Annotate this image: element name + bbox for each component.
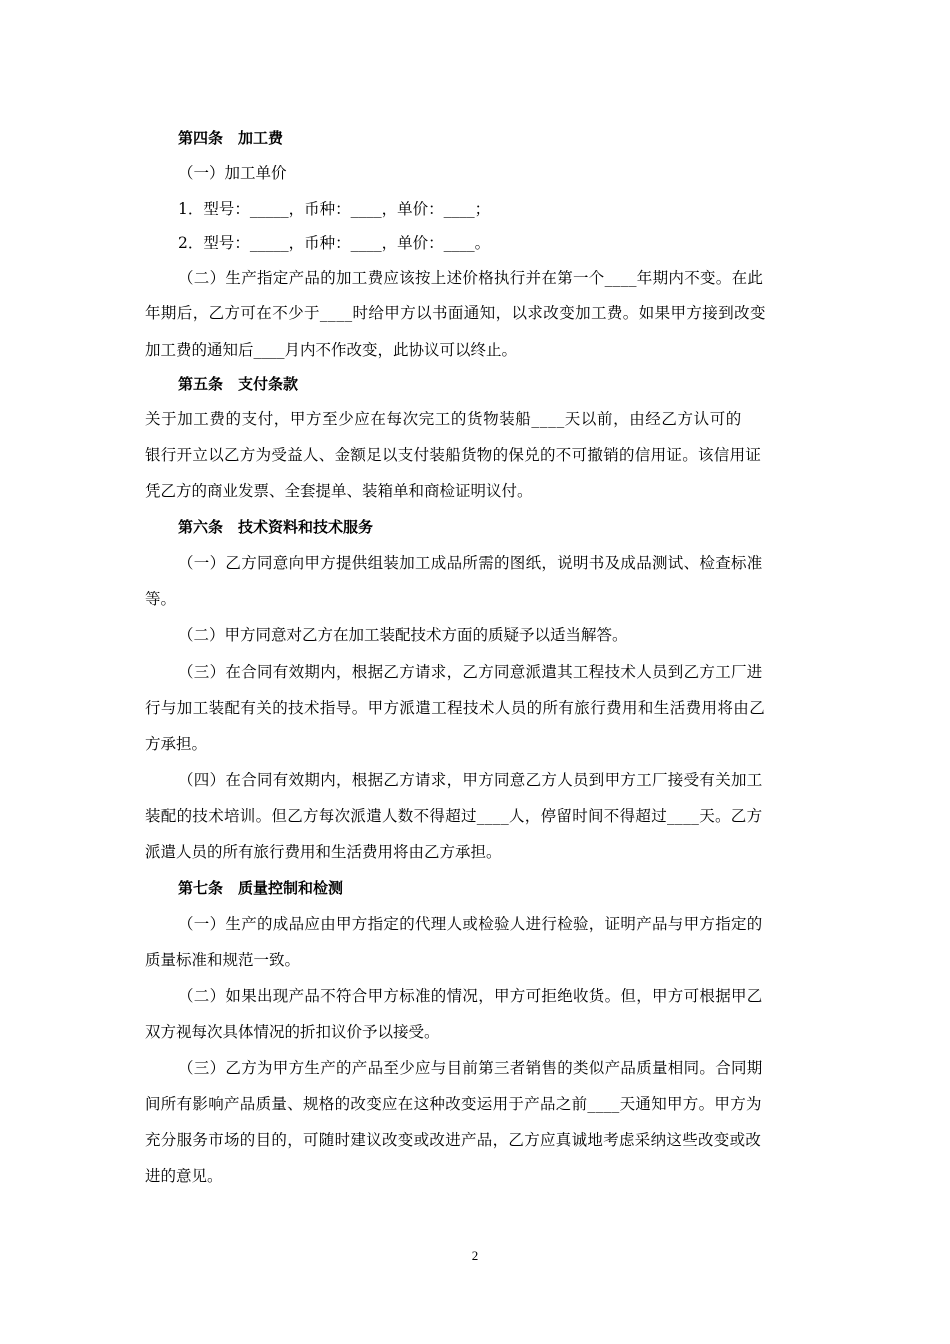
- paragraph-line: 派遣人员的所有旅行费用和生活费用将由乙方承担。: [145, 843, 502, 861]
- paragraph-line: （一）乙方同意向甲方提供组装加工成品所需的图纸，说明书及成品测试、检查标准: [178, 554, 763, 572]
- paragraph-line: 凭乙方的商业发票、全套提单、装箱单和商检证明议付。: [145, 482, 533, 500]
- paragraph-line: （三）乙方为甲方生产的产品至少应与目前第三者销售的类似产品质量相同。合同期: [178, 1059, 763, 1077]
- paragraph-line: 等。: [145, 590, 177, 608]
- article-7-heading: 第七条 质量控制和检测: [178, 879, 344, 897]
- paragraph-line: 充分服务市场的目的，可随时建议改变或改进产品，乙方应真诚地考虑采纳这些改变或改: [145, 1131, 762, 1149]
- paragraph-line: 银行开立以乙方为受益人、金额足以支付装船货物的保兑的不可撤销的信用证。该信用证: [145, 446, 762, 464]
- paragraph-line: 进的意见。: [145, 1167, 223, 1185]
- article-5-heading: 第五条 支付条款: [178, 375, 299, 393]
- paragraph-line: 2．型号：_____，币种：____，单价：____。: [178, 234, 491, 252]
- article-4-heading: 第四条 加工费: [178, 129, 284, 147]
- page-number: 2: [471, 1248, 479, 1263]
- paragraph-line: （二）生产指定产品的加工费应该按上述价格执行并在第一个____年期内不变。在此: [178, 269, 764, 287]
- paragraph-line: 间所有影响产品质量、规格的改变应在这种改变运用于产品之前____天通知甲方。甲方为: [145, 1095, 762, 1113]
- paragraph-line: （一）生产的成品应由甲方指定的代理人或检验人进行检验，证明产品与甲方指定的: [178, 915, 763, 933]
- paragraph-line: （四）在合同有效期内，根据乙方请求，甲方同意乙方人员到甲方工厂接受有关加工: [178, 771, 763, 789]
- article-6-heading: 第六条 技术资料和技术服务: [178, 518, 374, 536]
- paragraph-line: 行与加工装配有关的技术指导。甲方派遣工程技术人员的所有旅行费用和生活费用将由乙: [145, 699, 766, 717]
- paragraph-line: 质量标准和规范一致。: [145, 951, 301, 969]
- paragraph-line: （三）在合同有效期内，根据乙方请求，乙方同意派遣其工程技术人员到乙方工厂进: [178, 663, 763, 681]
- paragraph-line: 年期后，乙方可在不少于____时给甲方以书面通知，以求改变加工费。如果甲方接到改变: [145, 304, 766, 322]
- paragraph-line: 方承担。: [145, 735, 208, 753]
- paragraph-line: （二）甲方同意对乙方在加工装配技术方面的质疑予以适当解答。: [178, 626, 628, 644]
- paragraph-line: 加工费的通知后____月内不作改变，此协议可以终止。: [145, 341, 518, 359]
- paragraph-line: 关于加工费的支付，甲方至少应在每次完工的货物装船____天以前，由经乙方认可的: [145, 410, 742, 428]
- paragraph-line: （一）加工单价: [178, 164, 287, 182]
- paragraph-line: 装配的技术培训。但乙方每次派遣人数不得超过____人，停留时间不得超过____天。乙方: [145, 807, 763, 825]
- paragraph-line: （二）如果出现产品不符合甲方标准的情况，甲方可拒绝收货。但，甲方可根据甲乙: [178, 987, 763, 1005]
- paragraph-line: 1．型号：_____，币种：____，单价：____；: [178, 200, 491, 218]
- paragraph-line: 双方视每次具体情况的折扣议价予以接受。: [145, 1023, 440, 1041]
